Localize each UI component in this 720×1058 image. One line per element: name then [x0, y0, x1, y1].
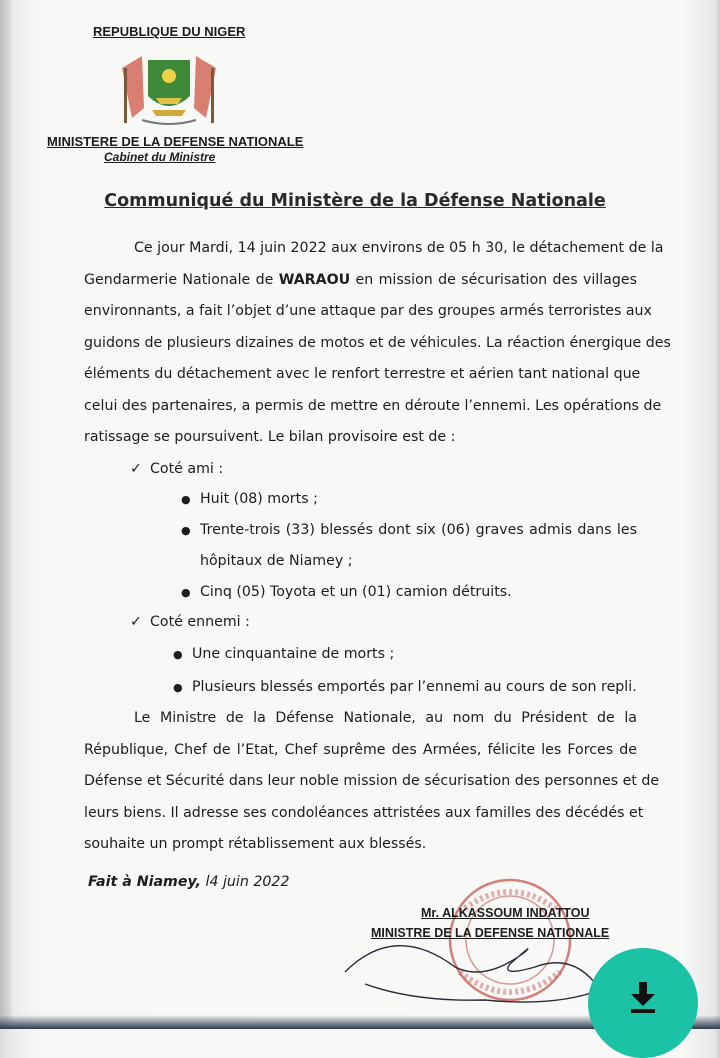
paragraph-line-highlight: Gendarmerie Nationale de WARAOU en mission de sécurisation des villages	[84, 271, 637, 288]
communique-title: Communiqué du Ministère de la Défense Nationale	[104, 191, 606, 211]
paragraph-line: Défense et Sécurité dans leur noble mission de sécurisation des personnes et de	[84, 773, 660, 789]
list-item-text: Trente-trois (33) blessés dont six (06) graves admis dans les	[200, 522, 637, 538]
download-icon	[626, 980, 660, 1014]
enemy-label: Coté ennemi :	[150, 614, 250, 630]
ministry-heading: MINISTERE DE LA DEFENSE NATIONALE	[47, 134, 304, 149]
list-item-text: Une cinquantaine de morts ;	[192, 646, 395, 662]
date-text: l4 juin 2022	[205, 874, 290, 890]
paragraph-line: Le Ministre de la Défense Nationale, au nom du Président de la	[134, 710, 637, 726]
bullet-icon: ●	[181, 524, 191, 537]
page-edge-shadow	[0, 0, 14, 1029]
list-item-text: Cinq (05) Toyota et un (01) camion détruits.	[200, 584, 512, 600]
paragraph-line: Ce jour Mardi, 14 juin 2022 aux environs de 05 h 30, le détachement de la	[134, 240, 664, 256]
paragraph-intro	[84, 233, 671, 454]
paragraph-line: guidons de plusieurs dizaines de motos et de véhicules. La réaction énergique des	[84, 334, 671, 351]
list-item-text: Plusieurs blessés emportés par l’ennemi au cours de son repli.	[192, 679, 637, 695]
paragraph-line: leurs biens. Il adresse ses condoléances attristées aux familles des décédés et	[84, 804, 644, 821]
list-item	[173, 639, 395, 670]
list-item	[181, 577, 512, 608]
check-icon: ✓	[130, 461, 142, 477]
paragraph-line: ratissage se poursuivent. Le bilan provisoire est de :	[84, 429, 456, 445]
download-button[interactable]	[588, 948, 698, 1058]
friendly-side-heading	[130, 461, 223, 477]
list-item-text: Huit (08) morts ;	[200, 491, 318, 507]
check-icon: ✓	[130, 614, 142, 630]
paragraph-line: République, Chef de l’Etat, Chef suprême des Armées, félicite les Forces de	[84, 741, 637, 758]
list-item	[173, 672, 637, 703]
cabinet-heading: Cabinet du Ministre	[104, 150, 216, 164]
signer-title: MINISTRE DE LA DEFENSE NATIONALE	[371, 926, 610, 940]
paragraph-closing	[84, 703, 660, 861]
list-item-text-continued: hôpitaux de Niamey ;	[200, 553, 353, 569]
friendly-label: Coté ami :	[150, 461, 224, 477]
coat-of-arms-emblem	[112, 48, 226, 130]
signer-name: Mr. ALKASSOUM INDATTOU	[421, 906, 590, 920]
place-text: Fait à Niamey,	[88, 874, 201, 890]
country-heading: REPUBLIQUE DU NIGER	[93, 24, 246, 39]
paragraph-line: souhaite un prompt rétablissement aux blessés.	[84, 836, 427, 852]
location-name: WARAOU	[278, 271, 351, 288]
paragraph-line: éléments du détachement avec le renfort terrestre et aérien tant national que	[84, 366, 641, 382]
enemy-side-heading	[130, 614, 250, 630]
bullet-icon: ●	[173, 648, 183, 661]
paragraph-line: environnants, a fait l’objet d’une attaque par des groupes armés terroristes aux	[84, 303, 652, 319]
list-item	[181, 515, 637, 577]
place-and-date	[88, 874, 289, 890]
list-item	[181, 484, 318, 515]
bullet-icon: ●	[181, 493, 191, 506]
paragraph-line: celui des partenaires, a permis de mettre en déroute l’ennemi. Les opérations de	[84, 397, 662, 414]
bullet-icon: ●	[173, 681, 183, 694]
bullet-icon: ●	[181, 586, 191, 599]
